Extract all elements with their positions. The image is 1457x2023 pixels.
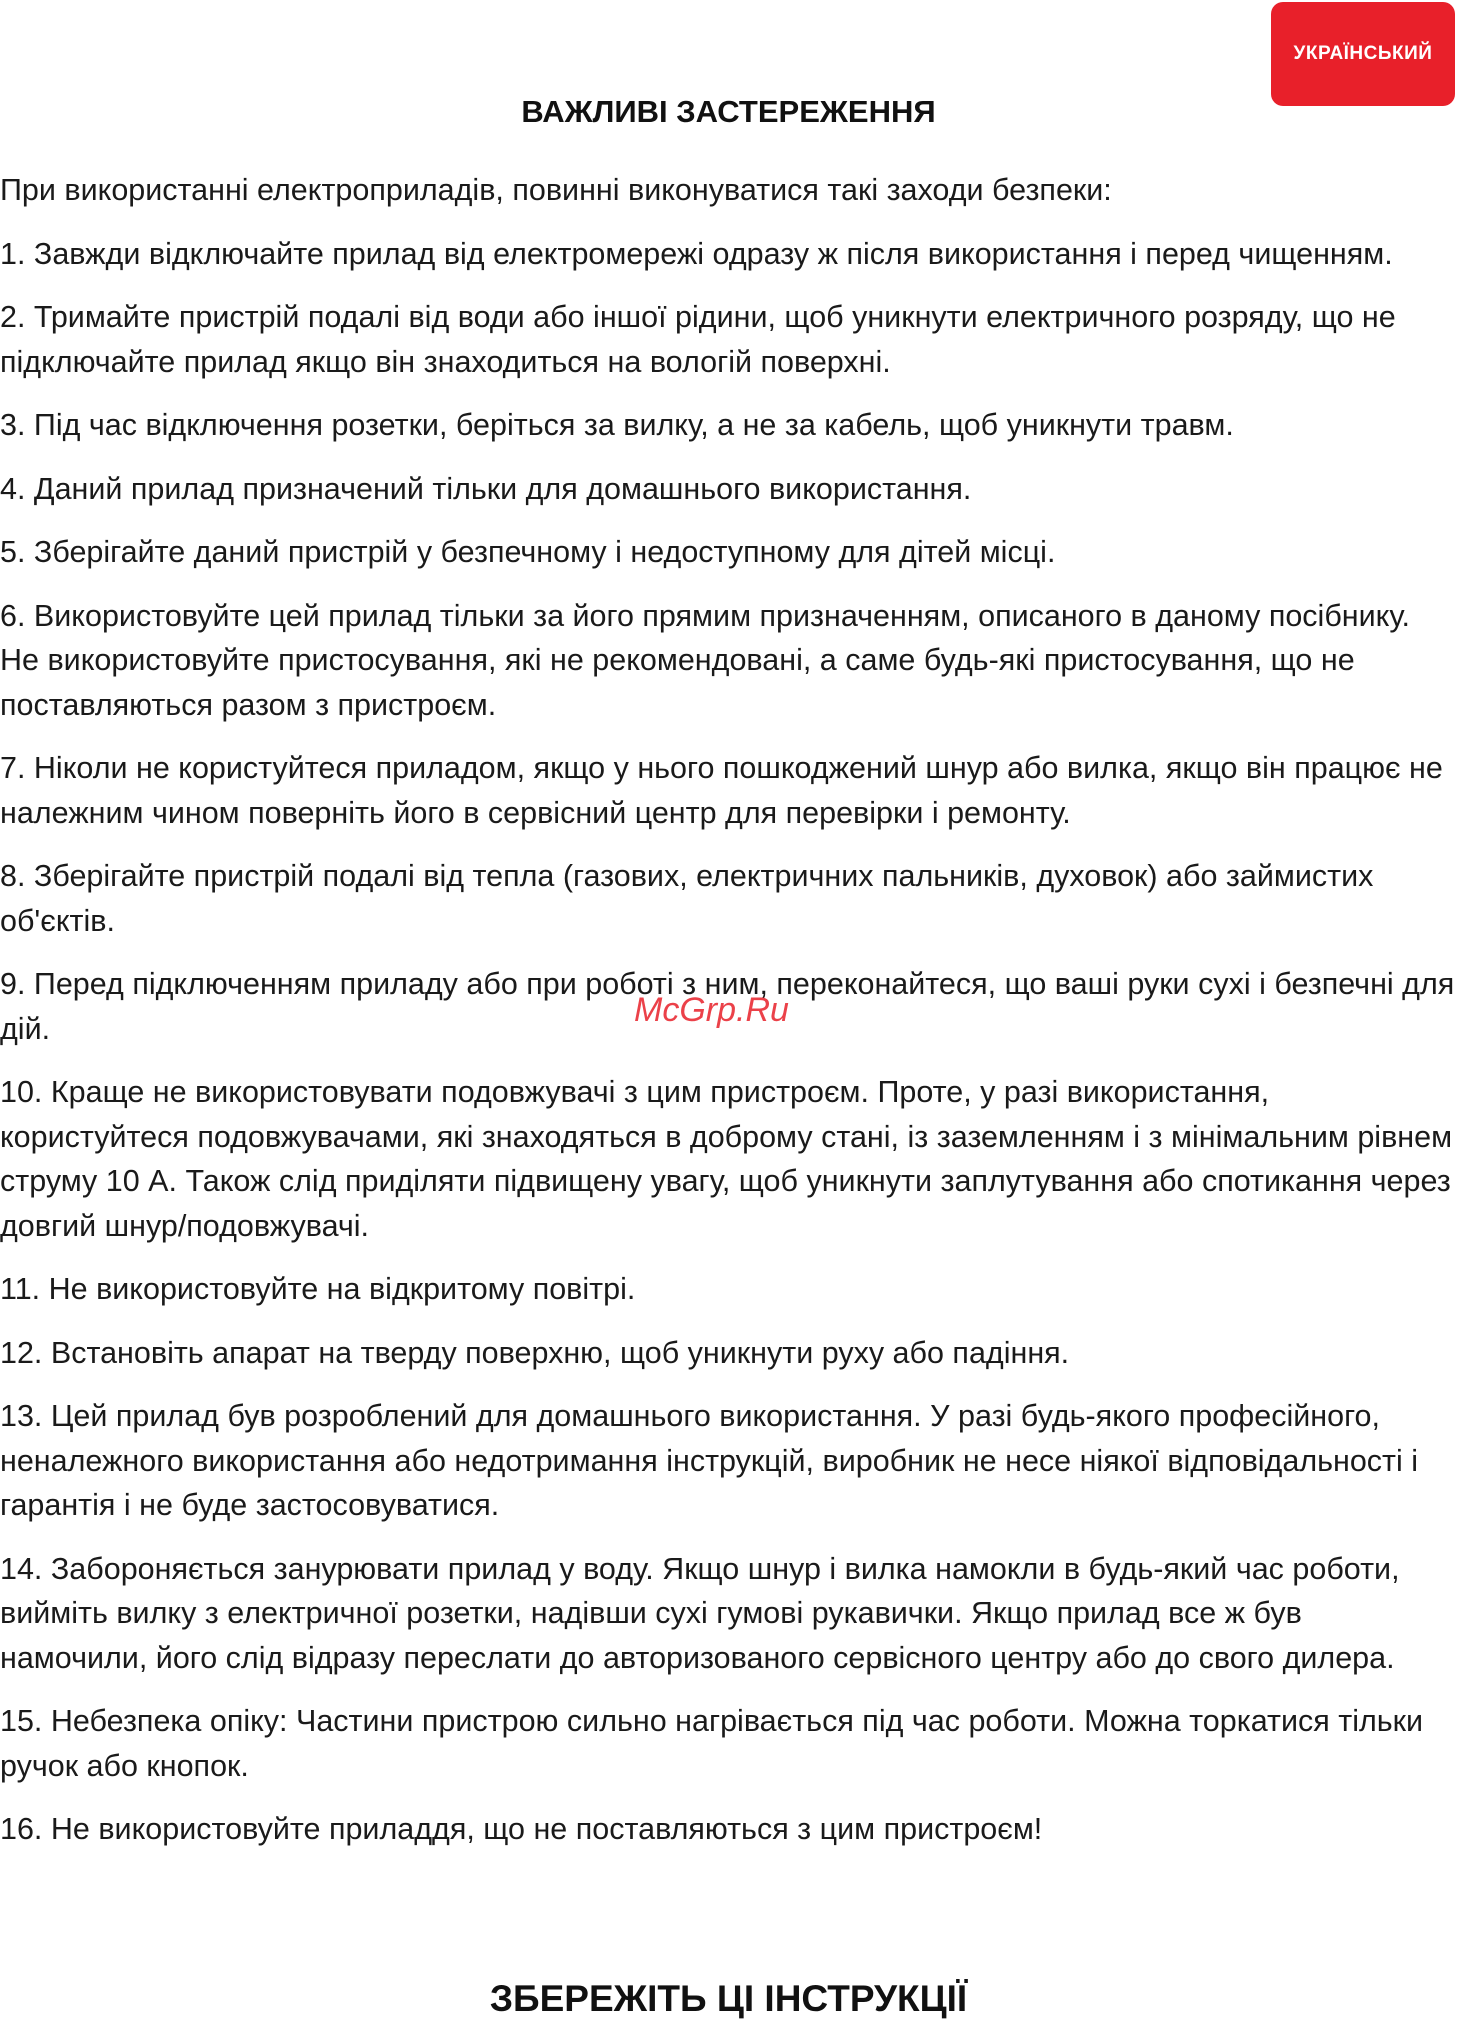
intro-text: При використанні електроприладів, повинні виконуватися такі заходи безпеки: [0,173,1112,207]
instruction-item-1: 1. Завжди відключайте прилад від електромережі одразу ж після використання і перед чищенням. [0,236,1393,271]
instruction-item-8: 8. Зберігайте пристрій подалі від тепла (газових, електричних пальників, духовок) або займистих об'єктів. [0,859,1374,938]
instruction-item-7: 7. Ніколи не користуйтеся приладом, якщо у нього пошкоджений шнур або вилка, якщо він працює не належним чином поверніть його в сервісний центр для перевірки і ремонту. [0,751,1443,830]
instruction-item-12: 12. Встановіть апарат на тверду поверхню, щоб уникнути руху або падіння. [0,1335,1070,1370]
instruction-item-3: 3. Під час відключення розетки, беріться за вилку, а не за кабель, щоб уникнути травм. [0,408,1234,442]
instruction-item-10: 10. Краще не використовувати подовжувачі з цим пристроєм. Проте, у разі використання, користуйтеся подовжувачами, які знаходяться в доброму стані, із заземленням і з мінімальним рівнем струму 10 А. Також слід приділяти підвищену увагу, щоб уникнути заплутування або спотикання через довгий шнур/подовжувачі. [0,1075,1453,1243]
instruction-item-2: 2. Тримайте пристрій подалі від води або іншої рідини, щоб уникнути електричного розряду, що не підключайте прилад якщо він знаходиться на вологій поверхні. [0,300,1396,379]
instruction-item-4: 4. Даний прилад призначений тільки для домашнього використання. [0,471,972,506]
instruction-item-15: 15. Небезпека опіку: Частини пристрою сильно нагрівається під час роботи. Можна торкатися тільки ручок або кнопок. [0,1704,1424,1783]
footer-title: ЗБЕРЕЖІТЬ ЦІ ІНСТРУКЦІЇ [489,1978,968,2019]
instruction-item-6: 6. Використовуйте цей прилад тільки за його прямим призначенням, описаного в даному посібнику. Не використовуйте пристосування, які не рекомендовані, а саме будь-які пристосування, що не поставляються разом з пристроєм. [0,598,1411,722]
instruction-item-16: 16. Не використовуйте приладдя, що не поставляються з цим пристроєм! [0,1812,1043,1846]
instruction-item-11: 11. Не використовуйте на відкритому повітрі. [0,1272,636,1306]
page-title: ВАЖЛИВІ ЗАСТЕРЕЖЕННЯ [521,94,936,129]
instruction-item-13: 13. Цей прилад був розроблений для домашнього використання. У разі будь-якого професійного, неналежного використання або недотримання інструкцій, виробник не несе ніякої відповідальності і гарантія і не буде застосовуватися. [0,1399,1419,1522]
instruction-item-14: 14. Забороняється занурювати прилад у воду. Якщо шнур і вилка намокли в будь-який час роботи, вийміть вилку з електричної розетки, надівши сухі гумові рукавички. Якщо прилад все ж був намочили, його слід відразу переслати до авторизованого сервісного центру або до свого дилера. [0,1551,1400,1675]
instruction-item-5: 5. Зберігайте даний пристрій у безпечному і недоступному для дітей місці. [0,535,1056,569]
language-badge: УКРАЇНСЬКИЙ [1271,2,1455,106]
watermark: McGrp.Ru [634,991,789,1029]
instruction-item-9: 9. Перед підключенням приладу або при роботі з ним, переконайтеся, що ваші руки сухі і безпечні для дій. [0,967,1455,1046]
